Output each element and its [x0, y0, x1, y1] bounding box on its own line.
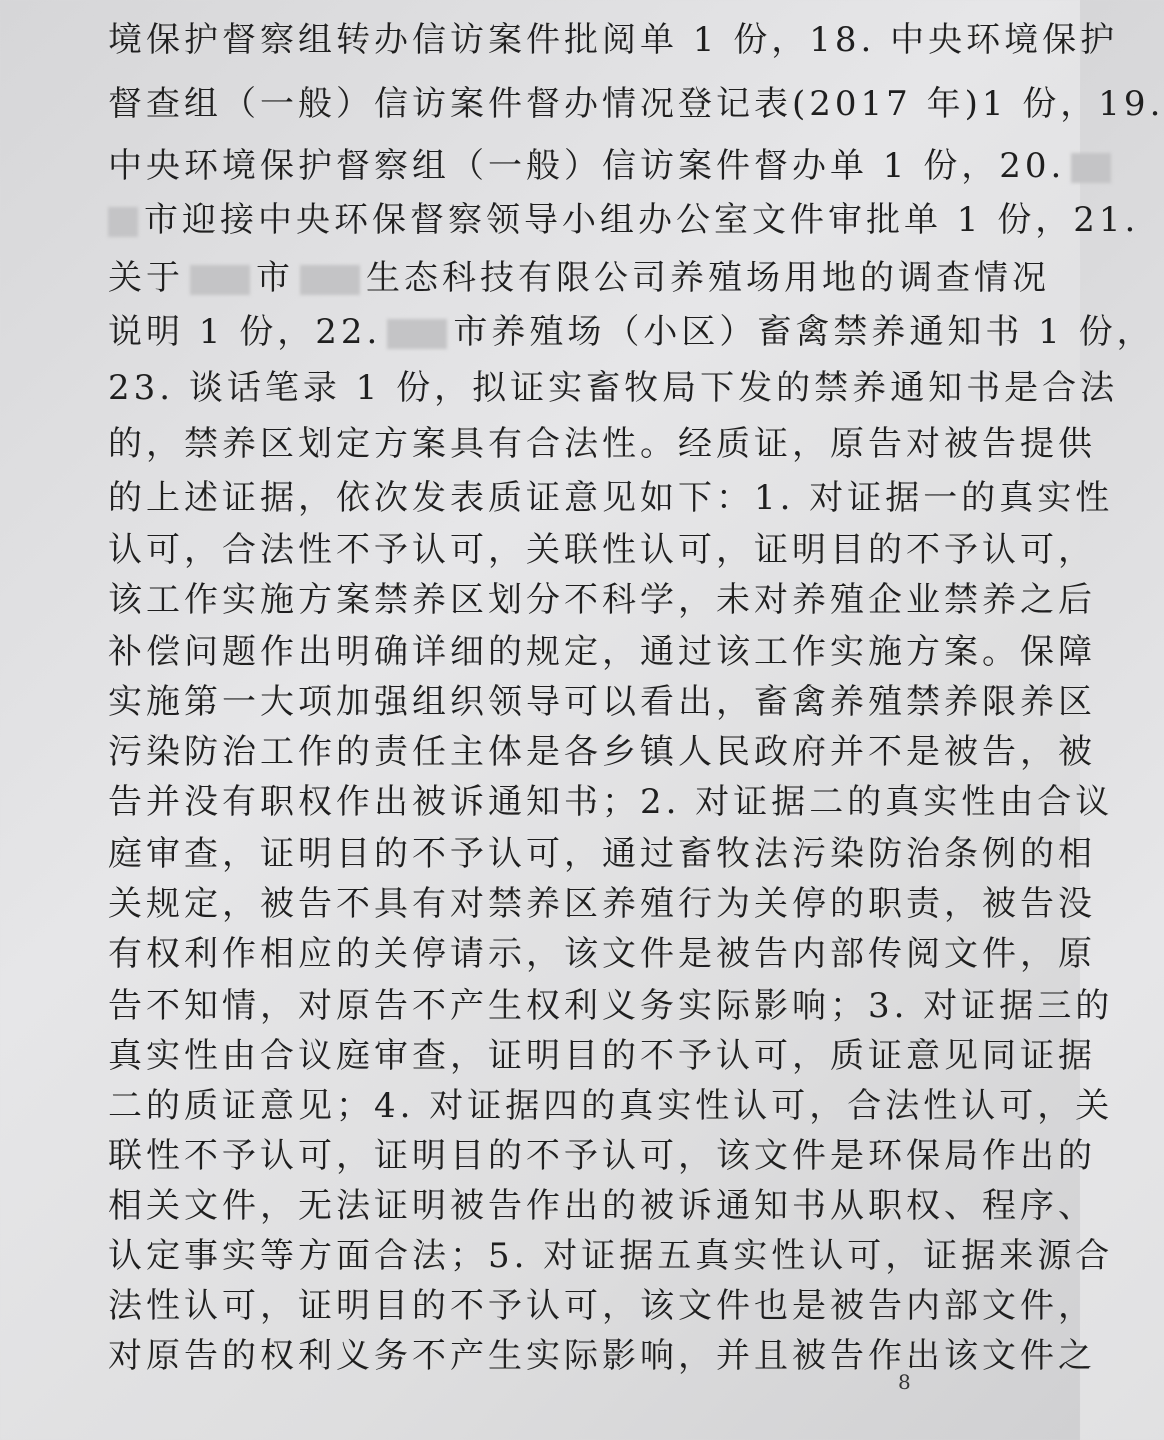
text-line: 庭审查，证明目的不予认可，通过畜牧法污染防治条例的相 [108, 834, 1096, 874]
text-segment: 生态科技有限公司养殖场用地的调查情况 [366, 258, 1050, 298]
text-line: 该工作实施方案禁养区划分不科学，未对养殖企业禁养之后 [108, 580, 1096, 620]
text-line: 补偿问题作出明确详细的规定，通过该工作实施方案。保障 [108, 632, 1096, 672]
text-line: 相关文件，无法证明被告作出的被诉通知书从职权、程序、 [108, 1186, 1096, 1226]
text-line: 认可，合法性不予认可，关联性认可，证明目的不予认可， [108, 530, 1096, 570]
text-line: 认定事实等方面合法；5. 对证据五真实性认可，证据来源合 [108, 1236, 1114, 1276]
text-segment: 市 [256, 258, 294, 298]
redaction-block [190, 265, 250, 295]
text-line: 实施第一大项加强组织领导可以看出，畜禽养殖禁养限养区 [108, 682, 1096, 722]
redaction-block [300, 265, 360, 295]
text-line [108, 312, 1155, 352]
text-line: 的，禁养区划定方案具有合法性。经质证，原告对被告提供 [108, 424, 1096, 464]
text-line: 告并没有职权作出被诉通知书；2. 对证据二的真实性由合议 [108, 782, 1114, 822]
redaction-block [1071, 153, 1111, 183]
text-line: 法性认可，证明目的不予认可，该文件也是被告内部文件， [108, 1286, 1096, 1326]
text-segment: 市迎接中央环保督察领导小组办公室文件审批单 1 份，21. [144, 200, 1140, 240]
page-number: 8 [898, 1370, 911, 1394]
text-line: 二的质证意见；4. 对证据四的真实性认可，合法性认可，关 [108, 1086, 1114, 1126]
text-line: 对原告的权利义务不产生实际影响，并且被告作出该文件之 [108, 1336, 1096, 1376]
text-line [108, 146, 1066, 186]
text-segment: 中央环境保护督察组（一般）信访案件督办单 1 份，20. [108, 146, 1066, 186]
text-segment: 关于 [108, 258, 184, 298]
text-line: 告不知情，对原告不产生权利义务实际影响；3. 对证据三的 [108, 986, 1114, 1026]
text-line [108, 258, 1050, 298]
redaction-block [387, 319, 447, 349]
text-line: 关规定，被告不具有对禁养区养殖行为关停的职责，被告没 [108, 884, 1096, 924]
text-segment: 市养殖场（小区）畜禽禁养通知书 1 份， [453, 312, 1155, 352]
text-line: 的上述证据，依次发表质证意见如下：1. 对证据一的真实性 [108, 478, 1114, 518]
redaction-block [108, 207, 138, 237]
text-line: 联性不予认可，证明目的不予认可，该文件是环保局作出的 [108, 1136, 1096, 1176]
text-line [108, 200, 1140, 240]
text-segment: 说明 1 份，22. [108, 312, 382, 352]
text-line: 境保护督察组转办信访案件批阅单 1 份，18. 中央环境保护 [108, 20, 1119, 60]
text-line: 真实性由合议庭审查，证明目的不予认可，质证意见同证据 [108, 1036, 1096, 1076]
text-line: 23. 谈话笔录 1 份，拟证实畜牧局下发的禁养通知书是合法 [108, 368, 1119, 408]
text-line: 有权利作相应的关停请示，该文件是被告内部传阅文件，原 [108, 934, 1096, 974]
text-line: 督查组（一般）信访案件督办情况登记表(2017 年)1 份，19. [108, 84, 1164, 124]
text-line: 污染防治工作的责任主体是各乡镇人民政府并不是被告，被 [108, 732, 1096, 772]
